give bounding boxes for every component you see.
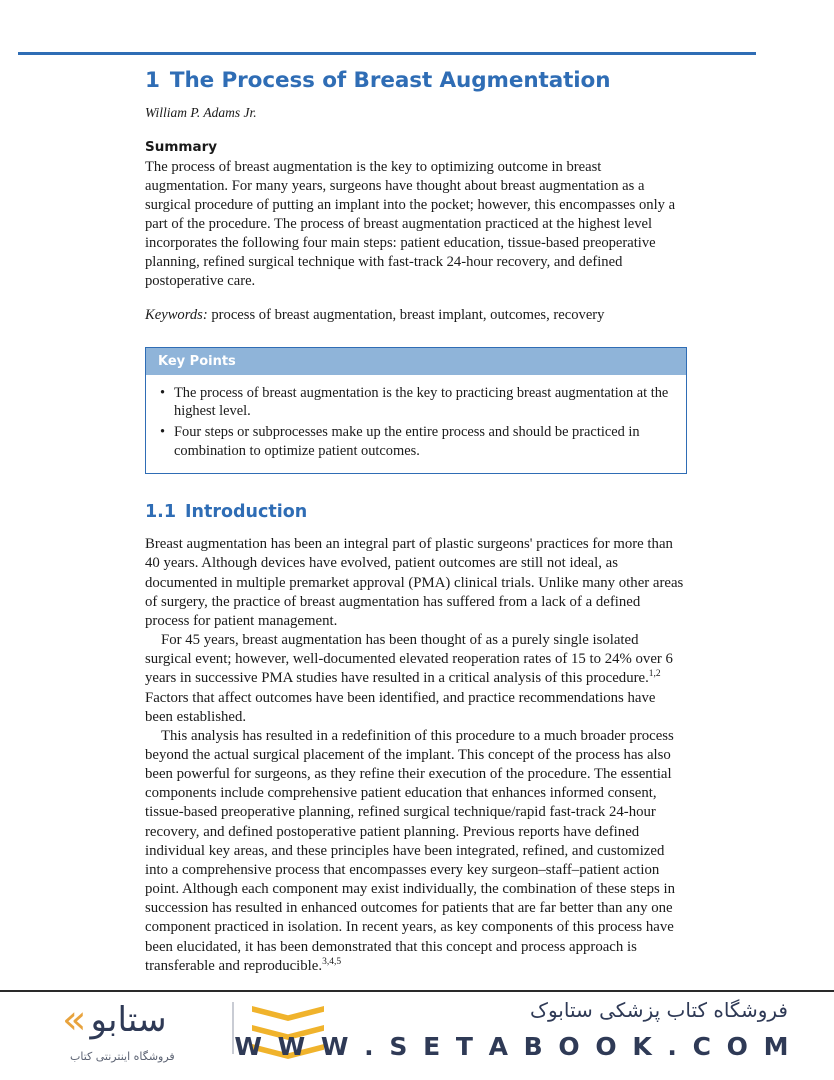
paragraph-text: Breast augmentation has been an integral part of plastic surgeons' practices for more than 40 years. Although devices have evolved, patient outcomes are still not ideal, as documented in multiple premarket approval (PMA) clinical trials. Unlike many other areas of surgery, the practice of breast augmentation has suffered from a lack of a defined process for patient management. xyxy=(145,536,684,629)
body-paragraph xyxy=(145,727,687,976)
double-chevron-icon: « xyxy=(62,997,87,1043)
citation-reference: 1,2 xyxy=(648,669,661,680)
body-paragraph xyxy=(145,535,687,631)
page-top-rule xyxy=(18,52,756,55)
list-item xyxy=(160,423,672,460)
page-footer xyxy=(0,990,834,1080)
section-title-text: Introduction xyxy=(185,502,308,523)
chapter-number: 1 xyxy=(145,68,160,93)
section-heading xyxy=(145,502,687,522)
keywords-text: process of breast augmentation, breast implant, outcomes, recovery xyxy=(211,306,605,323)
list-item xyxy=(160,384,672,421)
keywords-label: Keywords: xyxy=(145,306,208,323)
paragraph-text: Factors that affect outcomes have been identified, and practice recommendations have been established. xyxy=(145,689,656,725)
key-points-box xyxy=(145,347,687,475)
shop-name: فروشگاه کتاب پزشکی ستابوک xyxy=(530,998,788,1022)
section-number: 1.1 xyxy=(145,502,177,523)
logo-wordmark: ستابو xyxy=(90,1000,167,1040)
chapter-title-text: The Process of Breast Augmentation xyxy=(169,68,611,93)
citation-reference: 3,4,5 xyxy=(322,956,342,967)
site-url: W W W . S E T A B O O K . C O M xyxy=(234,1032,792,1061)
author-name: William P. Adams Jr. xyxy=(145,104,257,120)
key-point-text: Four steps or subprocesses make up the entire process and should be practiced in combination to optimize patient outcomes. xyxy=(174,424,640,459)
key-points-header: Key Points xyxy=(146,348,686,375)
logo-subtitle: فروشگاه اینترنتی کتاب xyxy=(70,1050,175,1063)
paragraph-text: For 45 years, breast augmentation has been thought of as a purely single isolated surgical event; however, well-documented elevated reoperation rates of 15 to 24% over 6 years in successive PMA studies have resulted in a critical analysis of this procedure. xyxy=(145,632,673,687)
page-content xyxy=(145,68,687,976)
summary-heading: Summary xyxy=(145,138,218,155)
bullet-icon: • xyxy=(160,424,166,441)
body-paragraph xyxy=(145,689,687,727)
setabook-logo xyxy=(62,997,167,1043)
key-point-text: The process of breast augmentation is the key to practicing breast augmentation at the highest level. xyxy=(174,384,669,419)
page-title xyxy=(145,68,687,94)
keywords-line xyxy=(145,306,687,325)
body-paragraph xyxy=(145,631,687,688)
bullet-icon: • xyxy=(160,384,166,401)
summary-text: The process of breast augmentation is the key to optimizing outcome in breast augmentation. For many years, surgeons have thought about breast augmentation as a surgical procedure of putting an implant into the pocket; however, this encompasses only a part of the procedure. The process of breast augmentation practiced at the highest level incorporates the following four main steps: patient education, tissue-based preoperative planning, refined surgical technique with fast-track 24-hour recovery, and defined postoperative care. xyxy=(145,158,676,289)
paragraph-text: This analysis has resulted in a redefinition of this procedure to a much broader process beyond the actual surgical placement of the implant. This concept of the process has also been powerful for surgeons, as they refine their execution of the procedure. The essential components include comprehensive patient education that enhances informed consent, tissue-based preoperative planning, refined surgical technique/rapid fast-track 24-hour recovery, and defined postoperative patient planning. Previous reports have defined individual key areas, and these principles have been integrated, refined, and customized into a comprehensive process that encompasses every key surgeon–staff–patient action point. Although each component may exist individually, the combination of these steps in succession has resulted in enhanced outcomes for patients that are far better than any one component practiced in isolation. In recent years, as key components of this process have been elucidated, it has been demonstrated that this concept and process approach is transferable and reproducible. xyxy=(145,727,675,974)
key-points-list xyxy=(146,375,686,474)
